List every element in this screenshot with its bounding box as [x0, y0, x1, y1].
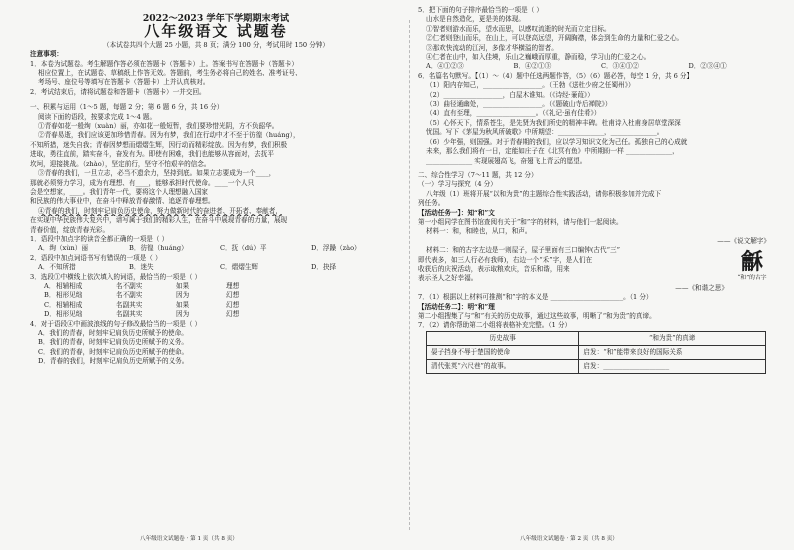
table-header-cell: 历史故事 [427, 331, 579, 345]
material-2-block [418, 246, 776, 293]
option-word: 名副其实 [116, 300, 143, 309]
option-word: 名不副实 [116, 281, 143, 290]
option-word: 相形见绌 [56, 291, 83, 300]
table-answer-cell[interactable]: 启发：____________________ [579, 359, 766, 373]
option-letter: D． [44, 310, 56, 319]
question-7-2: 7．（2）请你帮助第二小组将表格补充完整。（1 分） [418, 321, 572, 330]
page-footer-right: 八年级语文试题卷 · 第 2 页（共 8 页） [520, 536, 618, 542]
passage-line-wavy: ④青春的我们，时刻牢记肩负历史使命，努力做新时代的奋进者、开拓者、奉献者， [38, 206, 282, 215]
option-word: 幻想 [226, 300, 240, 309]
notice-1a: 1．本卷为试题卷。考生解题作答必须在答题卡（答题卡）上。答案书写在答题卡（答题卡） [30, 59, 298, 68]
recitation-item[interactable]: 忧国。写下《茅屋为秋风所破歌》中所期望：______________，______________。 [426, 128, 664, 137]
subsection-1-heading: （一）学习与探究（4 分） [418, 180, 497, 189]
left-page [30, 6, 402, 367]
notice-1b: 相应位置上，在试题卷、草稿纸上作答无效。答题前，考生务必将自己的姓名、准考证号、 [38, 69, 302, 78]
passage-line: 进取，勇往直前，踏实奋斗，奋发有为。即使有困难，我们也能够从容面对，去抚平 [30, 150, 274, 159]
option-word: 理想 [226, 281, 240, 290]
question-3-option-b[interactable] [30, 291, 402, 300]
notice-2: 2．考试结束后，请将试题卷和答题卡（答题卡）一并交回。 [30, 87, 206, 96]
passage-line: ③青春的我们，一旦立志，必当不遗余力，坚持到底。如果立志要成为一个____， [38, 169, 276, 178]
question-7-1[interactable]: 7．（1）根据以上材料可推测“和”字的本义是 ______________________。（1 分） [418, 293, 653, 302]
material-2-line: 材料二：和的古字左边是一则屋子，屋子里面有三口编钟(古代“三” [426, 246, 620, 255]
section-1-heading: 一、积累与运用（1～5 题，每题 2 分；第 6 题 6 分，共 16 分） [30, 103, 224, 112]
question-1: 1．语段中加点字的读音全都正确的一项是（ ） [30, 234, 169, 243]
section-1-intro: 阅读下面的语段，按要求完成 1～4 题。 [38, 112, 157, 121]
question-5: 5．把下面的句子排序最恰当的一项是（ ） [418, 6, 543, 14]
recitation-item[interactable]: （5）心怀天下，情系苍生，是先贤为我们所史的精神丰碑。杜甫诗入杜甫身居草堂深深 [426, 118, 681, 127]
task-1-text: 第一小组同学在图书馆查阅有关于“和”字的材料，请与他们一起阅读。 [418, 217, 623, 226]
sentence-item: ③那欢快流动的江河，多像才华横溢的智者。 [426, 43, 558, 52]
question-3-option-c[interactable] [30, 301, 402, 310]
sentence-item: ①智者则游水而乐，望水而思，以感叹流逝的时光而立定目标。 [426, 24, 611, 33]
option-c[interactable]: C．③④①② [601, 62, 640, 71]
question-5-lead: 山水是自然造化，更是美的体现。 [426, 15, 525, 24]
ancient-he-glyph: 龢 [740, 250, 763, 276]
table-row [427, 359, 766, 373]
option-word: 相形见绌 [56, 310, 83, 319]
subsection-1-text: 八年级（1）班将开展“以和为贵”的主题综合性实践活动，请你积极参加并完成下 [426, 189, 662, 198]
option-letter: B． [44, 291, 56, 300]
material-1-source: ——《说文解字》 [717, 236, 770, 245]
material-2-line: 表示圣人之好幸福。 [418, 274, 478, 283]
option-word: 名副其实 [116, 310, 143, 319]
passage-line: 青春价值，绽放青春光彩。 [30, 225, 110, 234]
passage-line: ②青春易逝，我们应该更加珍惜青春。因为有梦，我们在行动中才不至于彷徨（huáng）， [38, 131, 300, 140]
option-d[interactable]: D．②③④① [688, 62, 727, 71]
recitation-item[interactable]: （1）阳内存知己，__________________。（王勃《送杜少府之任蜀州》） [426, 81, 635, 90]
option-word: 如果 [176, 281, 190, 290]
material-1: 材料一：和，和睦也，从口，和声。 [426, 227, 532, 236]
option-c[interactable]: C．抚（dú）平 [220, 244, 267, 253]
passage-line: 在实现中华民族伟大复兴中，谱写属于我们的精彩人生，在奋斗中展现青春的力量，展现 [30, 216, 288, 225]
recitation-item[interactable]: ______________ 实现展翅高飞，奋翅飞上青云的愿望。 [426, 156, 587, 165]
table-header-row [427, 331, 766, 345]
history-story-table [426, 331, 766, 374]
passage-line: 那就必须努力学习，成为有理想、有____，能够承担时代使命。____一个人只 [30, 178, 255, 187]
option-word: 幻想 [226, 291, 240, 300]
recitation-item[interactable]: （2）__________________，白屋木谁知。（《诗经·蒹葭》） [426, 90, 594, 99]
subsection-1-text: 列任务。 [418, 199, 445, 208]
option-word: 名不副实 [116, 291, 143, 300]
passage-line: 坎坷，迎接挑战。（zhào），坚定前行，坚守不怕艰辛的信念。 [30, 159, 211, 168]
task-1-heading: 【活动任务一】：知“和”文 [418, 208, 495, 217]
passage-line: 会是空想家，____。我们青年一代，要将这个人理想融入国家 [30, 187, 209, 196]
option-a[interactable]: A．绚（xùn）丽 [38, 244, 88, 253]
sentence-item: ②仁者则登山而乐，在山上，可以登高远望，开阔胸襟，体会到生命的力量和仁爱之心。 [426, 34, 684, 43]
exam-year-title: 2022～2023 学年下学期期末考试 [142, 13, 290, 24]
option-a[interactable]: A．我们的青春，时刻牢记肩负历史所赋予的使命。 [38, 329, 188, 337]
option-b[interactable]: B．④②①③ [513, 62, 552, 71]
recitation-item[interactable]: （3）曲径通幽处，__________________。（《题破山寺后禅院》） [426, 100, 612, 109]
option-word: 相辅相成 [56, 300, 83, 309]
question-4: 4．对于语段④中画波浪线的句子修改最恰当的一项是（ ） [30, 319, 202, 328]
recitation-item[interactable]: 未来，那么我们将有一日，定能如庄子在《北冥有鱼》中所期盼一样 ______________， [426, 147, 679, 156]
section-2-heading: 二、综合性学习（7～11 题，共 12 分） [418, 170, 538, 179]
question-3-option-d[interactable] [30, 310, 402, 319]
table-cell: 晏子挡身不辱于楚国的使命 [427, 345, 579, 359]
table-header-cell: “和为贵”的真谛 [579, 331, 766, 345]
page-divider [409, 20, 410, 530]
passage-line: 不知所措，迷失自我；青春因梦想而熠熠生辉，因行动而精彩绽放。因为有梦，我们积极 [30, 140, 288, 149]
right-page [418, 6, 776, 374]
table-cell: 清代张英“六尺巷”的故事。 [427, 359, 579, 373]
question-2-options [30, 263, 402, 272]
option-word: 因为 [176, 310, 190, 319]
material-2-line: 即代表多，如三人行必有我师)，右边一个“禾”字，是人们在 [418, 255, 593, 264]
option-c[interactable]: C．我们的青春，时刻牢记肩负历史所赋予的使命。 [38, 347, 189, 356]
question-5-options [418, 62, 776, 71]
passage-line: ①青春如花一般绚（xuàn）丽，亦如花一般短暂，我们要珍惜光阴，方不负韶华。 [38, 122, 279, 131]
option-d[interactable]: D．浮躁（zào） [311, 244, 361, 253]
task-2-text: 第二小组搜集了与“和”有关的历史故事，通过这些故事，明晰了“和为贵”的真谛。 [418, 312, 656, 320]
notice-heading: 注意事项： [30, 50, 63, 59]
option-b[interactable]: B．迷失 [129, 263, 154, 272]
option-word: 因为 [176, 291, 190, 300]
option-a[interactable]: A．④①②③ [426, 62, 464, 71]
ancient-he-caption: “和”的古字 [737, 275, 767, 282]
notice-1c: 考场号、座位号等填写在答题卡（答题卡）上并认真核对。 [38, 78, 210, 87]
recitation-item[interactable]: （4）直有至理，__________________。（《礼记·虽有佳肴》） [426, 109, 601, 118]
option-word: 如果 [176, 300, 190, 309]
option-b[interactable]: B．彷徨（huáng） [129, 244, 188, 253]
option-c[interactable]: C．熠熠生辉 [220, 263, 259, 272]
exam-main-title: 八年级语文 试题卷 [144, 22, 288, 41]
option-letter: A． [44, 281, 56, 290]
table-row [427, 345, 766, 359]
option-d[interactable]: D．青春的我们，时刻牢记肩负历史所赋予的义务。 [38, 357, 189, 366]
question-3-option-a[interactable] [30, 282, 402, 291]
exam-info: （本试卷共四个大题 25 小题，共 8 页；满分 100 分，考试用时 150 分钟） [103, 40, 329, 49]
passage-line: 和民族的伟大事业中，在奋斗中释放青春激情、追逐青春理想。 [30, 197, 215, 206]
page-footer-left: 八年级语文试题卷 · 第 1 页（共 8 页） [140, 536, 238, 542]
table-cell: 启发：“和”能带来良好的国际关系 [579, 345, 766, 359]
option-word: 相辅相成 [56, 281, 83, 290]
option-letter: C． [44, 300, 56, 309]
option-word: 幻想 [226, 310, 240, 319]
option-a[interactable]: A．不知所措 [38, 263, 76, 272]
question-6: 6．名篇名句默写。【（1）～（4）题中任选两题作答，（5）（6）题必答，每空 1 分，共 6 分】 [418, 71, 694, 80]
task-2-heading: 【活动任务二】：明“和”理 [418, 302, 495, 311]
sentence-item: ④仁者在山中，如入佳境，乐山之巍峨而厚重，静而稳，学习山的仁爱之心。 [426, 53, 651, 62]
option-d[interactable]: D．抉择 [311, 263, 337, 272]
question-1-options [30, 244, 402, 253]
material-2-line: 收获后的庆祝活动，表示取粮欢庆，音乐和谐，用来 [418, 264, 570, 273]
material-2-source: ——《和谐之思》 [675, 283, 728, 292]
question-3: 3．选段①中横线上依次填入的词语，最恰当的一项是（ ） [30, 272, 202, 281]
recitation-item[interactable]: （6）少年强，则国强。对于青春期的我们，应以学习知识文化为己任。孤独自己的心成就 [426, 137, 688, 146]
ancient-he-glyph-figure [732, 252, 772, 283]
option-b[interactable]: B．我们的青春，时刻牢记肩负历史所赋予的义务。 [38, 338, 188, 347]
question-2: 2．语段中加点词语书写有错误的一项是（ ） [30, 253, 162, 262]
